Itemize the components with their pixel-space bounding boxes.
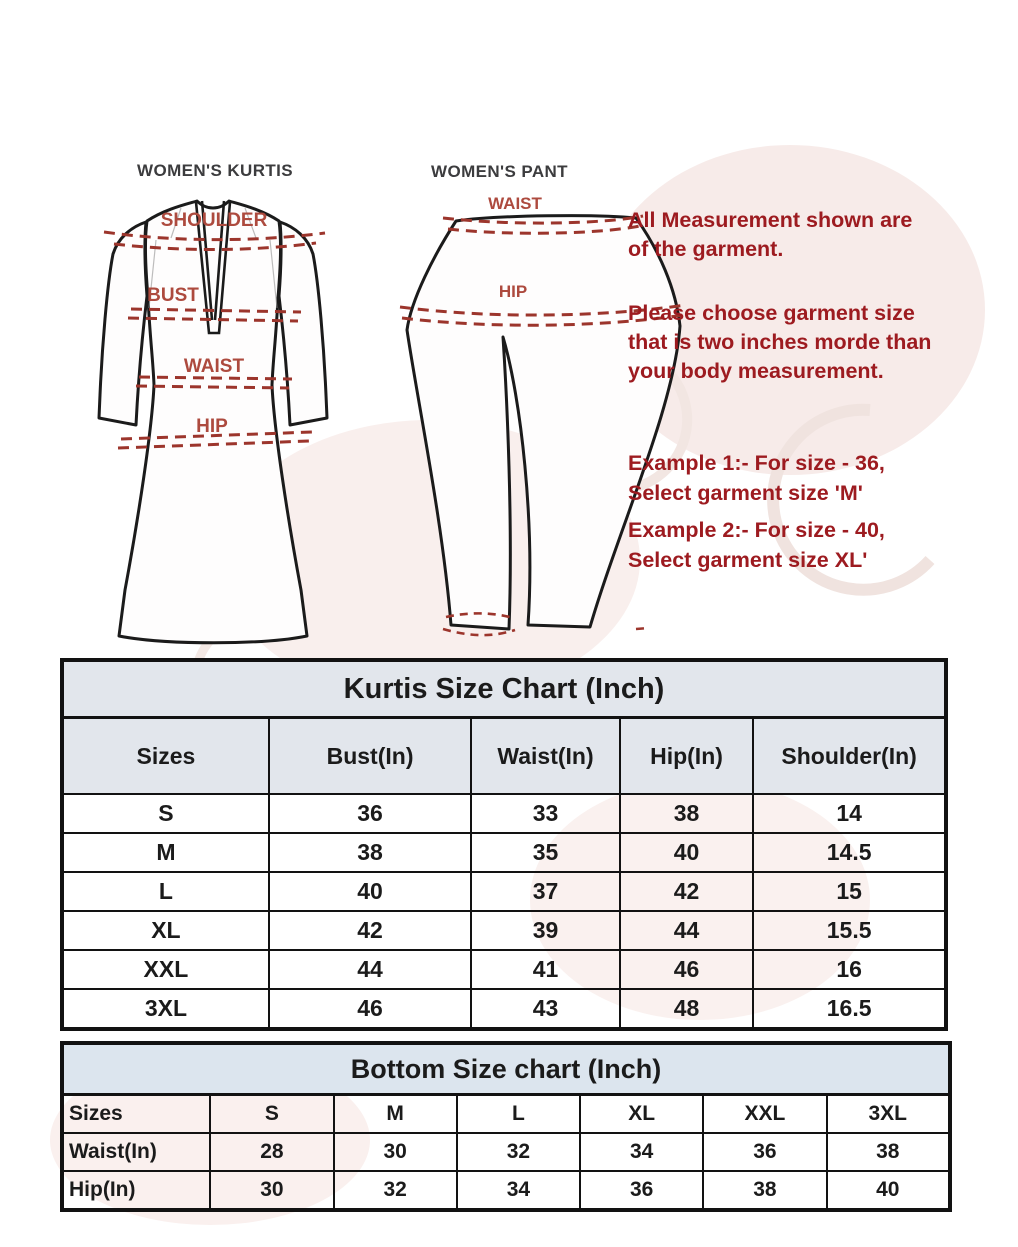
table-cell: 16.5 [753,989,946,1029]
table-cell: 38 [827,1133,950,1171]
table-cell: 34 [580,1133,703,1171]
column-header: 3XL [827,1095,950,1134]
column-header: Hip(In) [620,718,753,795]
table-cell: 32 [457,1133,580,1171]
kurtis-table-title-row [62,660,946,718]
table-cell: M [62,833,269,872]
kurti-measurement-diagram [85,188,347,654]
table-cell: 15 [753,872,946,911]
table-cell: 39 [471,911,620,950]
table-cell: 46 [620,950,753,989]
note-example-1 [628,448,1000,508]
kurti-bust-label: BUST [147,285,199,306]
table-cell: 35 [471,833,620,872]
column-header: S [210,1095,333,1134]
table-cell: 15.5 [753,911,946,950]
note-line: of the garment. [628,237,784,261]
note-line: Example 1:- For size - 36, [628,451,885,475]
note-line: Select garment size 'M' [628,481,863,505]
column-header: L [457,1095,580,1134]
table-cell: S [62,794,269,833]
table-cell: 14 [753,794,946,833]
note-measurement [628,206,1000,264]
table-cell: 34 [457,1171,580,1210]
note-line: that is two inches morde than [628,330,932,354]
kurtis-table-header-row [62,718,946,795]
table-cell: 43 [471,989,620,1029]
column-header: XXL [703,1095,826,1134]
table-cell: L [62,872,269,911]
table-cell: 40 [269,872,471,911]
kurti-figure-title: WOMEN'S KURTIS [137,161,294,180]
note-line: All Measurement shown are [628,208,913,232]
note-line: Example 2:- For size - 40, [628,518,885,542]
kurtis-size-chart-table [60,658,948,1031]
table-cell: 36 [703,1133,826,1171]
table-cell: 42 [269,911,471,950]
table-cell: 41 [471,950,620,989]
kurti-shoulder-label: SHOULDER [160,210,268,231]
table-cell: 30 [334,1133,457,1171]
table-cell: 38 [703,1171,826,1210]
table-cell: 37 [471,872,620,911]
waist-measure-line [139,377,292,379]
kurtis-table-title: Kurtis Size Chart (Inch) [62,660,946,718]
table-cell: XL [62,911,269,950]
table-row [62,989,946,1029]
table-cell: 32 [334,1171,457,1210]
bottom-size-chart-table [60,1041,952,1212]
bottom-table-title-row [62,1043,950,1095]
table-cell: 3XL [62,989,269,1029]
column-header: M [334,1095,457,1134]
table-cell: 33 [471,794,620,833]
pant-hip-label: HIP [498,282,528,301]
column-header: XL [580,1095,703,1134]
table-row [62,794,946,833]
bottom-table-header-row [62,1095,950,1134]
table-cell: Hip(In) [62,1171,210,1210]
bottom-table-title: Bottom Size chart (Inch) [62,1043,950,1095]
table-cell: 14.5 [753,833,946,872]
table-cell: 48 [620,989,753,1029]
table-cell: 46 [269,989,471,1029]
table-cell: 38 [269,833,471,872]
table-cell: 38 [620,794,753,833]
note-line: Select garment size XL' [628,548,868,572]
kurti-left-sleeve [99,222,147,425]
column-header: Sizes [62,1095,210,1134]
kurti-waist-label: WAIST [183,356,245,377]
table-cell: XXL [62,950,269,989]
table-row [62,1133,950,1171]
kurti-hip-label: HIP [196,416,228,437]
table-row [62,950,946,989]
pant-figure-title: WOMEN'S PANT [431,162,568,181]
table-cell: Waist(In) [62,1133,210,1171]
table-cell: 42 [620,872,753,911]
note-choose-size [628,299,1000,386]
column-header: Sizes [62,718,269,795]
column-header: Bust(In) [269,718,471,795]
table-row [62,872,946,911]
table-cell: 16 [753,950,946,989]
table-cell: 40 [620,833,753,872]
table-cell: 36 [580,1171,703,1210]
table-row [62,833,946,872]
note-line: Please choose garment size [628,301,915,325]
table-row [62,911,946,950]
table-cell: 44 [620,911,753,950]
column-header: Waist(In) [471,718,620,795]
column-header: Shoulder(In) [753,718,946,795]
table-cell: 36 [269,794,471,833]
table-cell: 30 [210,1171,333,1210]
note-line: your body measurement. [628,359,884,383]
pant-waist-label: WAIST [488,194,542,213]
table-cell: 40 [827,1171,950,1210]
kurti-right-sleeve [279,222,327,425]
table-cell: 44 [269,950,471,989]
table-row [62,1171,950,1210]
table-cell: 28 [210,1133,333,1171]
note-example-2 [628,515,1000,575]
